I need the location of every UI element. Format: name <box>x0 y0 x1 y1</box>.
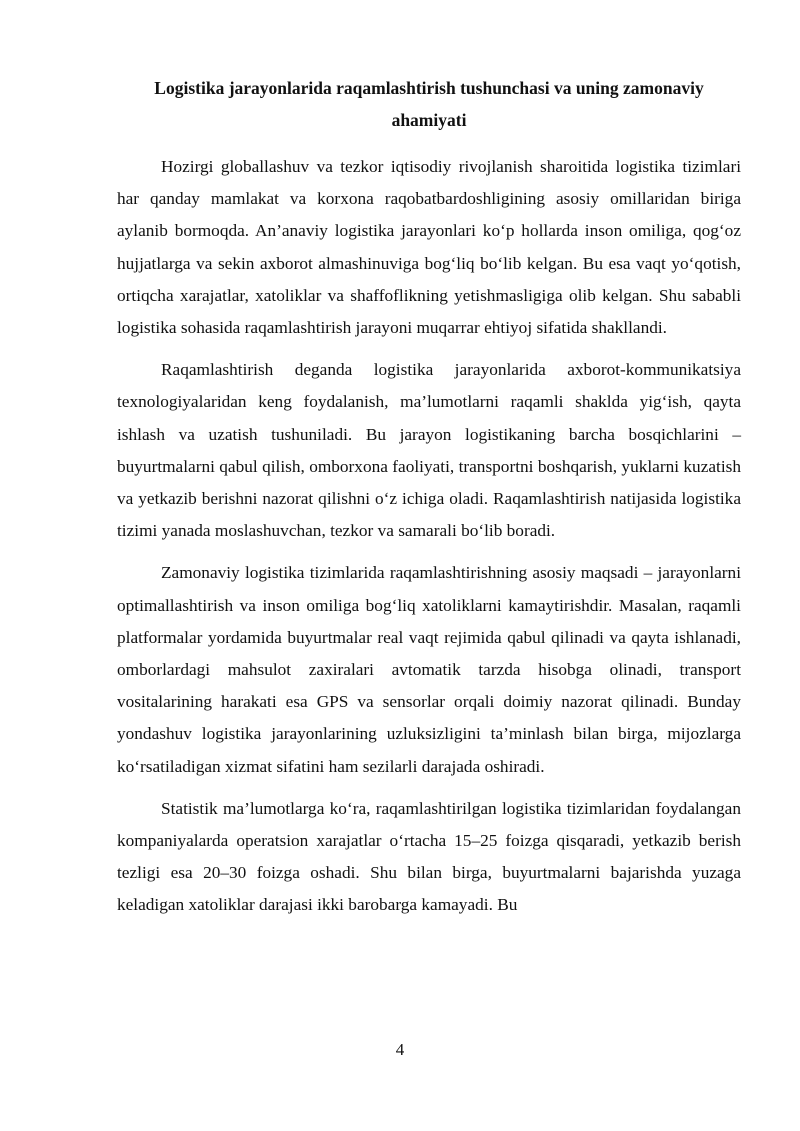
page-content <box>117 72 741 922</box>
paragraph-2: Raqamlashtirish deganda logistika jarayonlarida axborot-kommunikatsiya texnologiyalaridan keng foydalanish, ma’lumotlarni raqamli shaklda yig‘ish, qayta ishlash va uzatish tushuniladi. Bu jarayon logistikaning barcha bosqichlarini – buyurtmalarni qabul qilish, omborxona faoliyati, transportni boshqarish, yuklarni kuzatish va yetkazib berishni nazorat qilishni o‘z ichiga oladi. Raqamlashtirish natijasida logistika tizimi yanada moslashuvchan, tezkor va samarali bo‘lib boradi. <box>117 360 741 541</box>
page-number: 4 <box>395 1040 405 1059</box>
paragraph-4: Statistik ma’lumotlarga ko‘ra, raqamlashtirilgan logistika tizimlaridan foydalangan kompaniyalarda operatsion xarajatlar o‘rtacha 15–25 foizga qisqaradi, yetkazib berish tezligi esa 20–30 foizga oshadi. Shu bilan birga, buyurtmalarni bajarishda yuzaga keladigan xatoliklar darajasi ikki barobarga kamayadi. Bu <box>117 798 741 915</box>
document-title: Logistika jarayonlarida raqamlashtirish tushunchasi va uning zamonaviy ahamiyati <box>154 78 704 130</box>
paragraph-1: Hozirgi globallashuv va tezkor iqtisodiy rivojlanish sharoitida logistika tizimlari har qanday mamlakat va korxona raqobatbardoshligining asosiy omillaridan biriga aylanib bormoqda. An’anaviy logistika jarayonlari ko‘p hollarda inson omiliga, qog‘oz hujjatlarga va sekin axborot almashinuviga bog‘liq bo‘lib kelgan. Bu esa vaqt yo‘qotish, ortiqcha xarajatlar, xatoliklar va shaffoflikning yetishmasligiga olib kelgan. Shu sababli logistika sohasida raqamlashtirish jarayoni muqarrar ehtiyoj sifatida shakllandi. <box>117 157 741 338</box>
paragraph-3: Zamonaviy logistika tizimlarida raqamlashtirishning asosiy maqsadi – jarayonlarni optimallashtirish va inson omiliga bog‘liq xatoliklarni kamaytirishdir. Masalan, raqamli platformalar yordamida buyurtmalar real vaqt rejimida qabul qilinadi va qayta ishlanadi, omborlardagi mahsulot zaxiralari avtomatik tarzda hisobga olinadi, transport vositalarining harakati esa GPS va sensorlar orqali doimiy nazorat qilinadi. Bunday yondashuv logistika jarayonlarining uzluksizligini ta’minlash bilan birga, mijozlarga ko‘rsatiladigan xizmat sifatini ham sezilarli darajada oshiradi. <box>117 563 741 776</box>
